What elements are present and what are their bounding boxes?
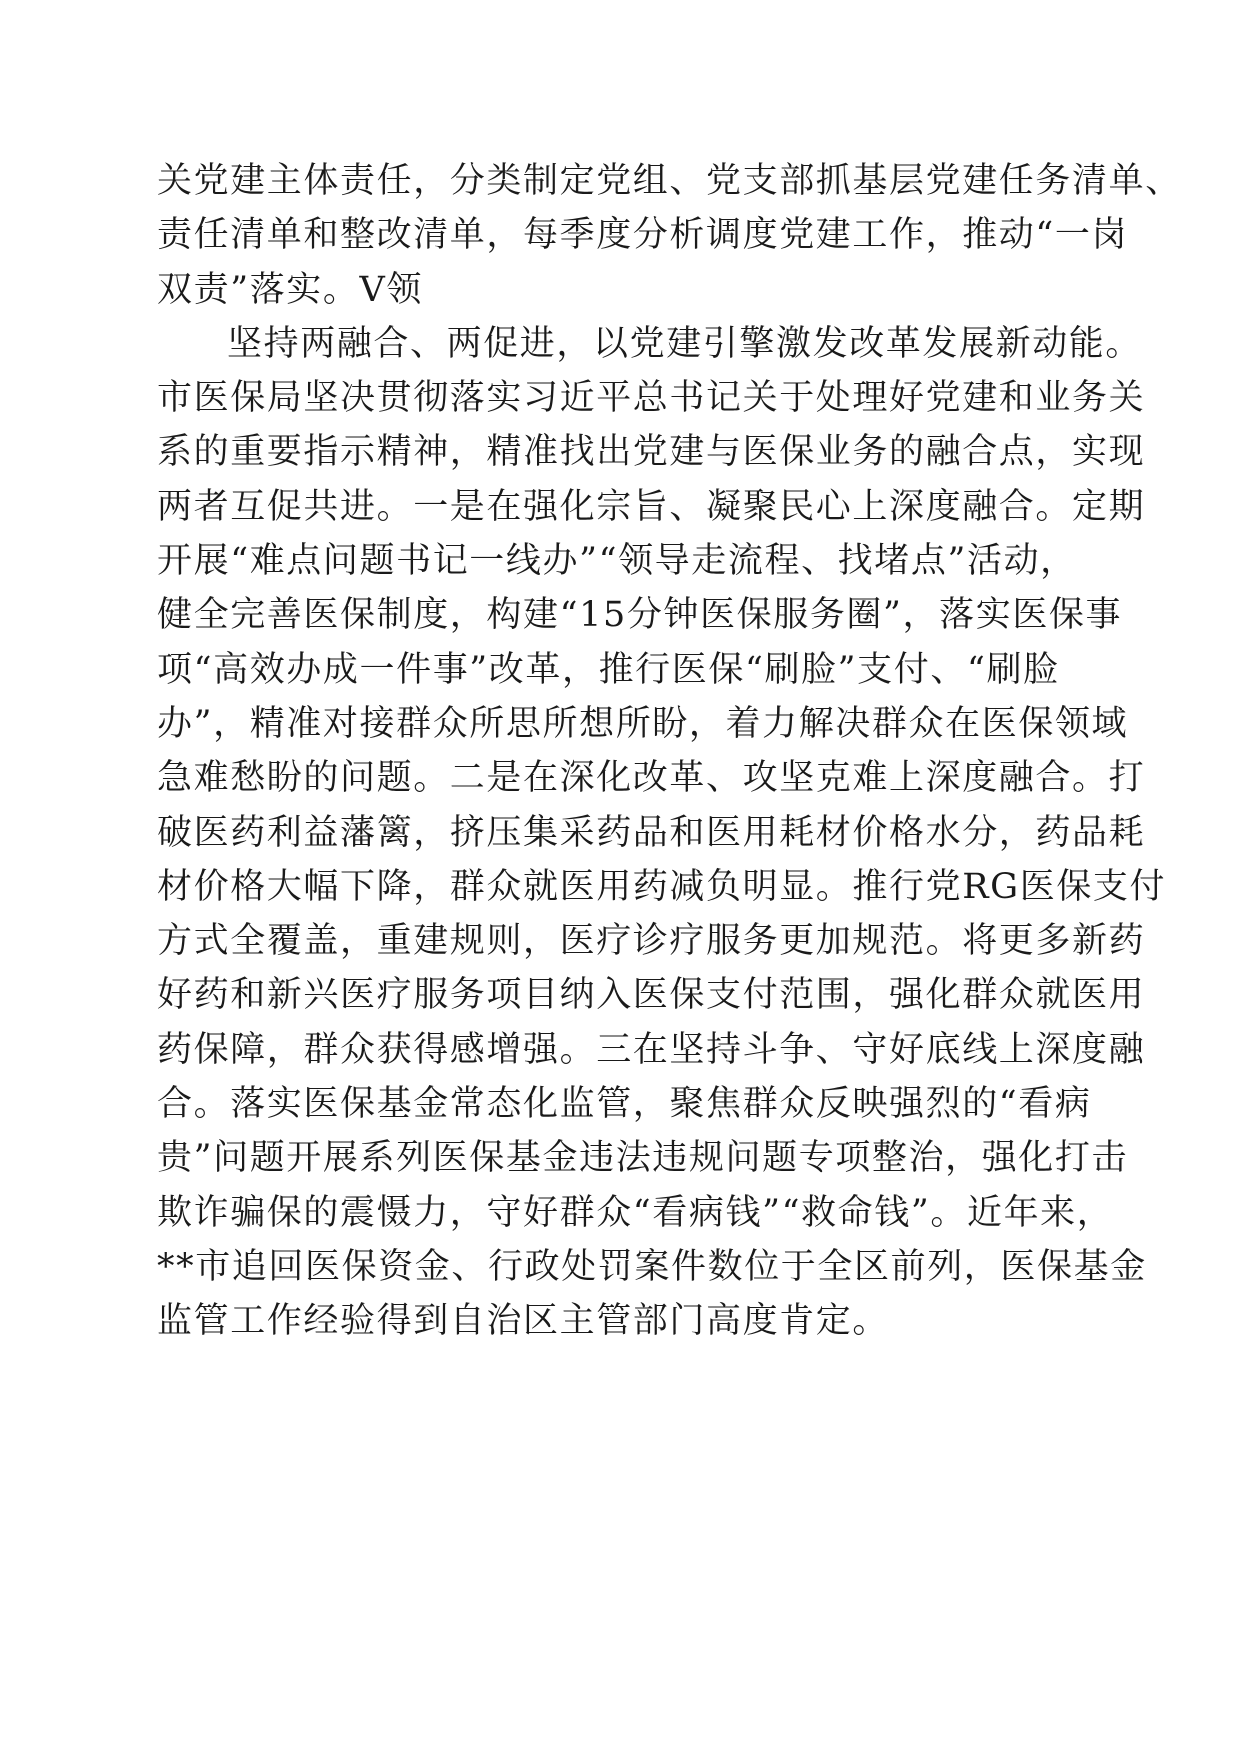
text-line: 项“高效办成一件事”改革，推行医保“刷脸”支付、“刷脸 xyxy=(157,649,1060,690)
text-line: 开展“难点问题书记一线办”“领导走流程、找堵点”活动， xyxy=(157,541,1077,582)
text-line: 监管工作经验得到自治区主管部门高度肯定。 xyxy=(157,1301,890,1342)
text-line: 市医保局坚决贯彻落实习近平总书记关于处理好党建和业务关 xyxy=(157,378,1146,419)
paragraph-heading-line: 坚持两融合、两促进，以党建引擎激发改革发展新动能。 xyxy=(227,323,1143,364)
text-line: 破医药利益藩篱，挤压集采药品和医用耗材价格水分，药品耗 xyxy=(157,812,1146,853)
text-line: 系的重要指示精神，精准找出党建与医保业务的融合点，实现 xyxy=(157,432,1146,473)
text-line: 双责”落实。V领 xyxy=(157,269,423,310)
text-line: 材价格大幅下降，群众就医用药减负明显。推行党RG医保支付 xyxy=(157,866,1167,907)
text-line: 急难愁盼的问题。二是在深化改革、攻坚克难上深度融合。打 xyxy=(157,758,1146,799)
text-line: 药保障，群众获得感增强。三在坚持斗争、守好底线上深度融 xyxy=(157,1029,1146,1070)
text-line: 方式全覆盖，重建规则，医疗诊疗服务更加规范。将更多新药 xyxy=(157,921,1146,962)
text-line: 贵”问题开展系列医保基金违法违规问题专项整治，强化打击 xyxy=(157,1138,1129,1179)
text-line: 合。落实医保基金常态化监管，聚焦群众反映强烈的“看病 xyxy=(157,1084,1092,1125)
text-line: **市追回医保资金、行政处罚案件数位于全区前列，医保基金 xyxy=(157,1246,1147,1287)
text-line: 办”，精准对接群众所思所想所盼，着力解决群众在医保领域 xyxy=(157,703,1129,744)
text-line: 责任清单和整改清单，每季度分析调度党建工作，推动“一岗 xyxy=(157,215,1129,256)
text-line: 欺诈骗保的震慑力，守好群众“看病钱”“救命钱”。近年来， xyxy=(157,1192,1114,1233)
text-line: 健全完善医保制度，构建“15分钟医保服务圈”，落实医保事 xyxy=(157,595,1123,636)
text-line: 关党建主体责任，分类制定党组、党支部抓基层党建任务清单、 xyxy=(157,161,1182,201)
text-line: 好药和新兴医疗服务项目纳入医保支付范围，强化群众就医用 xyxy=(157,975,1146,1016)
text-line: 两者互促共进。一是在强化宗旨、凝聚民心上深度融合。定期 xyxy=(157,486,1146,527)
body-text xyxy=(157,154,1182,1349)
